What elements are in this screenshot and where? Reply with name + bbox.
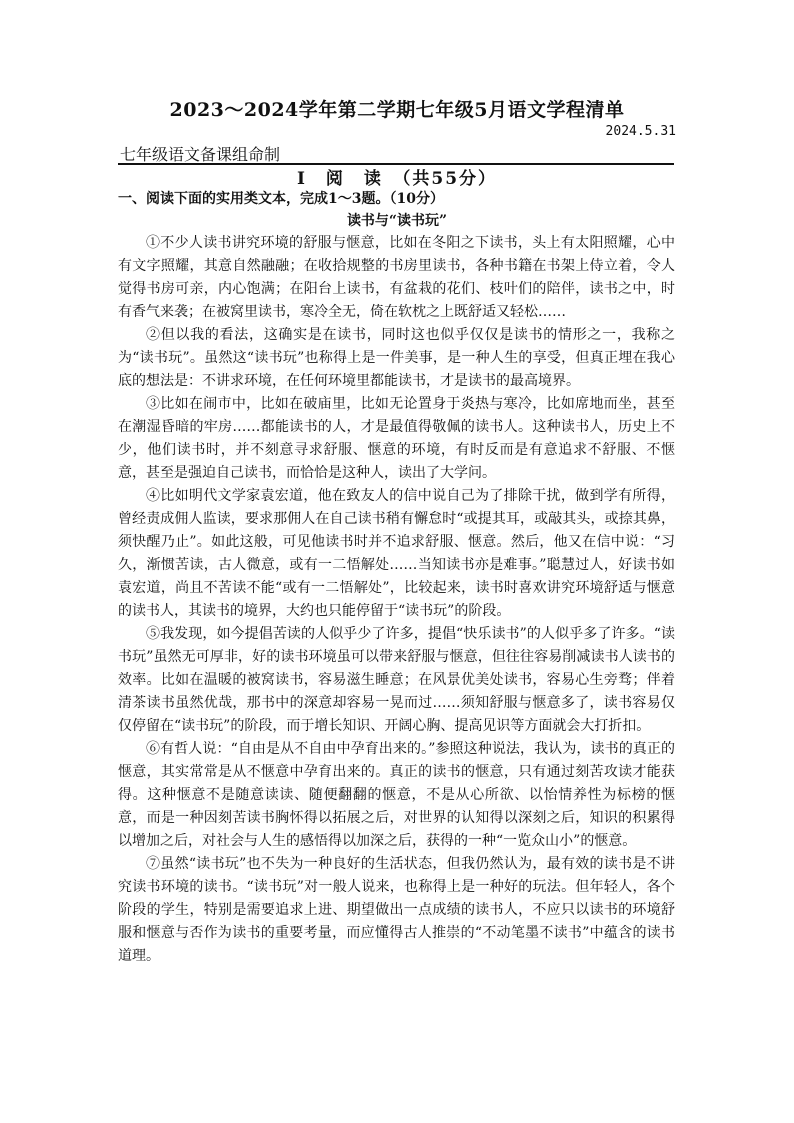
paragraph-4: ④比如明代文学家袁宏道，他在致友人的信中说自己为了排除干扰，做到学有所得，曾经责成佣人监读，要求那佣人在自己读书稍有懈怠时“或提其耳，或敲其头，或捺其鼻，须快醒乃止”。如此这般，可见他读书时并不追求舒服、惬意。然后，他又在信中说：“习久，渐惯苦读，古人微意，或有一二悟解处……当知读书亦是难事。”聪慧过人，好读书如袁宏道，尚且不苦读不能“或有一二悟解处”，比较起来，读书时喜欢讲究环境舒适与惬意的读书人，其读书的境界，大约也只能停留于“读书玩”的阶段。 <box>118 488 675 619</box>
paragraph-6: ⑥有哲人说：“自由是从不自由中孕育出来的。”参照这种说法，我认为，读书的真正的惬意，其实常常是从不惬意中孕育出来的。真正的读书的惬意，只有通过刻苦攻读才能获得。这种惬意不是随意读读、随便翻翻的惬意，不是从心所欲、以怡情养性为标榜的惬意，而是一种因刻苦读书胸怀得以拓展之后，对世界的认知得以深刻之后，知识的积累得以增加之后，对社会与人生的感悟得以加深之后，获得的一种“一览众山小”的惬意。 <box>118 741 675 849</box>
article-body <box>118 232 675 968</box>
document-date: 2024.5.31 <box>605 124 676 139</box>
paragraph-1: ①不少人读书讲究环境的舒服与惬意，比如在冬阳之下读书，头上有太阳照耀，心中有文字照耀，其意自然融融；在收拾规整的书房里读书，各种书籍在书架上侍立着，令人觉得书房可亲，内心饱满；在阳台上读书，有盆栽的花们、枝叶们的陪伴，读书之中，时有香气来袭；在被窝里读书，寒冷全无，倚在软枕之上既舒适又轻松…… <box>118 235 675 320</box>
article-title: 读书与“读书玩” <box>346 213 448 229</box>
paragraph-5: ⑤我发现，如今提倡苦读的人似乎少了许多，提倡“快乐读书”的人似乎多了许多。“读书玩”虽然无可厚非，好的读书环境虽可以带来舒服与惬意，但往往容易削减读书人读书的效率。比如在温暖的被窝读书，容易滋生睡意；在风景优美处读书，容易心生旁骛；伴着清茶读书虽然优哉，那书中的深意却容易一晃而过……须知舒服与惬意多了，读书容易仅仅停留在“读书玩”的阶段，而于增长知识、开阔心胸、提高见识等方面就会大打折扣。 <box>118 626 675 734</box>
paragraph-3: ③比如在闹市中，比如在破庙里，比如无论置身于炎热与寒冷，比如席地而坐，甚至在潮湿昏暗的牢房……都能读书的人，才是最值得敬佩的读书人。这种读书人，历史上不少，他们读书时，并不刻意寻求舒服、惬意的环境，有时反而是有意追求不舒服、不惬意，甚至是强迫自己读书，而恰恰是这种人，读出了大学问。 <box>118 396 675 481</box>
paragraph-7: ⑦虽然“读书玩”也不失为一种良好的生活状态，但我仍然认为，最有效的读书是不讲究读书环境的读书。“读书玩”对一般人说来，也称得上是一种好的玩法。但年轻人，各个阶段的学生，特别是需要追求上进、期望做出一点成绩的读书人，不应只以读书的环境舒服和惬意与否作为读书的重要考量，而应懂得古人推崇的“不动笔墨不读书”中蕴含的读书道理。 <box>118 856 675 964</box>
question-instruction: 一、阅读下面的实用类文本，完成1～3题。（10分） <box>118 191 444 207</box>
document-title: 2023～2024学年第二学期七年级5月语文学程清单 <box>169 99 625 121</box>
paragraph-2: ②但以我的看法，这确实是在读书，同时这也似乎仅仅是读书的情形之一，我称之为“读书玩”。虽然这“读书玩”也称得上是一件美事，是一种人生的享受，但真正埋在我心底的想法是：不讲求环境，在任何环境里都能读书，才是读书的最高境界。 <box>118 327 675 389</box>
section-heading: I 阅 读 （共55分） <box>296 169 498 189</box>
author-group: 七年级语文备课组命制 <box>120 145 281 164</box>
